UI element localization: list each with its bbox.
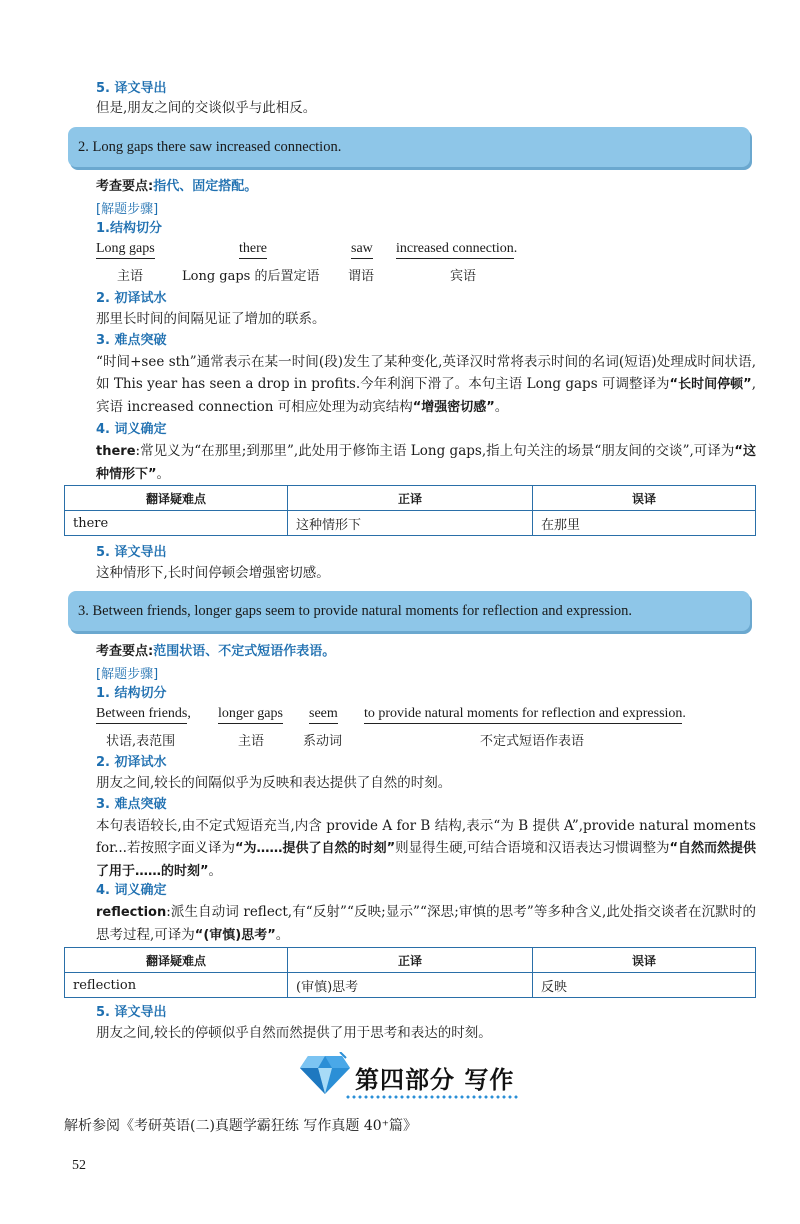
table-cell: reflection — [65, 973, 288, 998]
segment-label: 系动词 — [303, 734, 343, 749]
table-cell: 反映 — [533, 973, 756, 998]
page-number: 52 — [72, 1158, 86, 1173]
section-heading: 5. 译文导出 — [96, 81, 167, 96]
title-underline-dots — [345, 1095, 520, 1099]
table-header: 正译 — [288, 486, 533, 511]
table-row — [65, 511, 756, 536]
table-cell: (审慎)思考 — [288, 973, 533, 998]
section-heading: 1. 结构切分 — [96, 686, 167, 701]
translation-table — [64, 947, 756, 998]
diamond-icon — [300, 1052, 350, 1096]
section-heading: 1.结构切分 — [96, 221, 162, 236]
segment-label: 宾语 — [450, 269, 477, 284]
segment: to provide natural moments for reflection and expression. — [364, 706, 686, 724]
reference-note: 解析参阅《考研英语(二)真题学霸狂练 写作真题 40⁺篇》 — [64, 1118, 418, 1134]
paragraph: “时间+see sth”通常表示在某一时间(段)发生了某种变化,英译汉时常将表示时间的名词(短语)处理成时间状语,如 This year has seen a drop in profits.今年利润下滑了。本句主语 Long gaps 可调整译为“长时间停顿”,宾语 increased connection 可相应处理为动宾结构“增强密切感”。 — [96, 354, 756, 415]
table-cell: 这种情形下 — [288, 511, 533, 536]
segment: Between friends, — [96, 706, 191, 724]
section-heading: 5. 译文导出 — [96, 1005, 167, 1020]
key-points-label: 考查要点: — [96, 644, 154, 659]
segment: longer gaps — [218, 706, 283, 724]
part-title: 第四部分 写作 — [355, 1066, 515, 1094]
paragraph: there:常见义为“在那里;到那里”,此处用于修饰主语 Long gaps,指上句关注的场景“朋友间的交谈”,可译为“这种情形下”。 — [96, 443, 756, 482]
table-cell: 在那里 — [533, 511, 756, 536]
segment: increased connection. — [396, 241, 517, 259]
table-header: 误译 — [533, 948, 756, 973]
section-heading: 4. 词义确定 — [96, 883, 167, 898]
section-heading: 5. 译文导出 — [96, 545, 167, 560]
key-points-label: 考查要点: — [96, 179, 154, 194]
paragraph: 但是,朋友之间的交谈似乎与此相反。 — [96, 100, 317, 116]
paragraph: 本句表语较长,由不定式短语充当,内含 provide A for B 结构,表示“为 B 提供 A”,provide natural moments for...若按照字面义译为“为……提供了自然的时刻”则显得生硬,可结合语境和汉语表达习惯调整为“自然而然提供了用于……的时刻”。 — [96, 818, 757, 879]
table-header: 翻译疑难点 — [65, 486, 288, 511]
section-heading: 3. 难点突破 — [96, 797, 167, 812]
key-points — [96, 176, 257, 197]
table-cell: there — [65, 511, 288, 536]
question-banner-2: 2. Long gaps there saw increased connection. — [68, 127, 750, 167]
paragraph: 朋友之间,较长的停顿似乎自然而然提供了用于思考和表达的时刻。 — [96, 1025, 492, 1041]
segment: Long gaps — [96, 241, 155, 259]
key-points — [96, 641, 335, 662]
paragraph: reflection:派生自动词 reflect,有“反射”“反映;显示”“深思;审慎的思考”等多种含义,此处指交谈者在沉默时的思考过程,可译为“(审慎)思考”。 — [96, 904, 756, 943]
segment-label: 主语 — [238, 734, 265, 749]
section-heading: 3. 难点突破 — [96, 333, 167, 348]
section-heading: 2. 初译试水 — [96, 291, 167, 306]
table-header: 翻译疑难点 — [65, 948, 288, 973]
steps-label: [解题步骤] — [96, 202, 159, 217]
steps-label: [解题步骤] — [96, 667, 159, 682]
paragraph: 这种情形下,长时间停顿会增强密切感。 — [96, 565, 330, 581]
question-banner-3: 3. Between friends, longer gaps seem to provide natural moments for reflection and expression. — [68, 591, 750, 631]
section-heading: 2. 初译试水 — [96, 755, 167, 770]
table-header: 误译 — [533, 486, 756, 511]
table-row — [65, 973, 756, 998]
segment-label: 主语 — [117, 269, 144, 284]
translation-table — [64, 485, 756, 536]
segment-label: 谓语 — [348, 269, 375, 284]
section-heading: 4. 词义确定 — [96, 422, 167, 437]
segment: saw — [351, 241, 373, 259]
segment: there — [239, 241, 267, 259]
table-header: 正译 — [288, 948, 533, 973]
segment-label: 状语,表范围 — [106, 734, 176, 749]
key-points-value: 指代、固定搭配。 — [153, 179, 258, 194]
key-points-value: 范围状语、不定式短语作表语。 — [153, 644, 336, 659]
paragraph: 那里长时间的间隔见证了增加的联系。 — [96, 311, 326, 327]
segment: seem — [309, 706, 338, 724]
paragraph: 朋友之间,较长的间隔似乎为反映和表达提供了自然的时刻。 — [96, 775, 452, 791]
segment-label: 不定式短语作表语 — [480, 734, 585, 749]
segment-label: Long gaps 的后置定语 — [182, 269, 320, 284]
